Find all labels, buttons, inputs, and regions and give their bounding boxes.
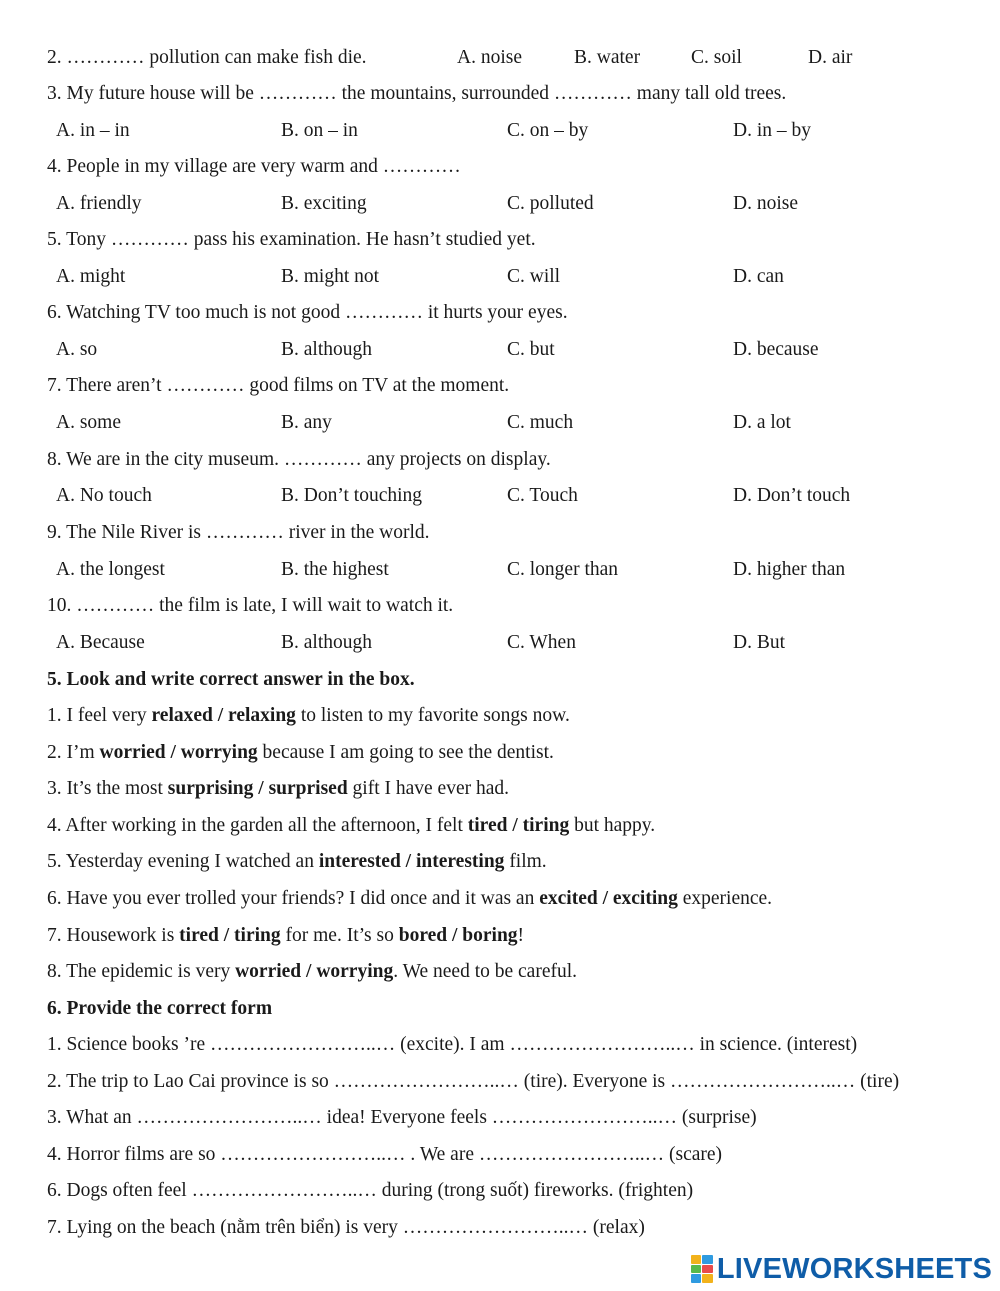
sec5-sentence-5 <box>47 848 547 876</box>
option-a: A. Because <box>56 632 145 653</box>
sentence-text: gift I have ever had. <box>347 778 510 799</box>
option-c: C. but <box>507 339 555 360</box>
question-stem: 6. Watching TV too much is not good ………… it hurts your eyes. <box>47 302 568 323</box>
question-stem: 5. Tony ………… pass his examination. He hasn’t studied yet. <box>47 229 536 250</box>
option-b: B. might not <box>281 266 380 287</box>
mc-question-7 <box>47 372 509 400</box>
option-c: C. much <box>507 412 574 433</box>
option-c: C. When <box>507 632 576 653</box>
option-d: D. air <box>808 47 853 68</box>
question-stem: 4. People in my village are very warm and ………… <box>47 156 461 177</box>
word-choice[interactable]: tired / tiring <box>179 925 281 946</box>
options-row-9 <box>56 556 976 584</box>
option-c: C. on – by <box>507 120 589 141</box>
sec5-sentence-1 <box>47 702 570 730</box>
options-row-7 <box>56 409 976 437</box>
option-a: A. friendly <box>56 193 142 214</box>
sentence-text: 7. Housework is <box>47 925 180 946</box>
sentence-text: for me. It’s so <box>280 925 399 946</box>
sentence-text: ! <box>517 925 525 946</box>
option-c: C. soil <box>691 47 742 68</box>
mc-question-10 <box>47 592 453 620</box>
options-row-4 <box>56 190 976 218</box>
option-d: D. in – by <box>733 120 811 141</box>
sentence-text: 2. I’m <box>47 742 100 763</box>
option-a: A. might <box>56 266 126 287</box>
question-stem: 2. ………… pollution can make fish die. <box>47 47 367 68</box>
word-choice[interactable]: worried / worrying <box>235 961 394 982</box>
sec6-line-4[interactable]: 4. Horror films are so ……………………..… . We are ……………………..… (scare) <box>47 1144 723 1165</box>
sec6-line-6[interactable]: 6. Dogs often feel ……………………..… during (trong suốt) fireworks. (frighten) <box>47 1180 694 1201</box>
sec5-sentence-8 <box>47 958 577 986</box>
option-c: C. Touch <box>507 485 578 506</box>
sentence-text: 4. After working in the garden all the afternoon, I felt <box>47 815 468 836</box>
option-c: C. longer than <box>507 559 619 580</box>
word-choice[interactable]: tired / tiring <box>467 815 570 836</box>
option-b: B. exciting <box>281 193 367 214</box>
options-row-5 <box>56 263 976 291</box>
section-5-heading: 5. Look and write correct answer in the box. <box>47 669 415 690</box>
option-b: B. water <box>574 47 641 68</box>
mc-question-4 <box>47 153 461 181</box>
word-choice[interactable]: relaxed / relaxing <box>151 705 296 726</box>
option-d: D. But <box>733 632 786 653</box>
option-d: D. can <box>733 266 784 287</box>
sentence-text: experience. <box>677 888 773 909</box>
section-6-heading: 6. Provide the correct form <box>47 998 273 1019</box>
option-d: D. higher than <box>733 559 846 580</box>
word-choice[interactable]: surprising / surprised <box>167 778 348 799</box>
sec5-sentence-2 <box>47 739 554 767</box>
question-stem: 10. ………… the film is late, I will wait to watch it. <box>47 595 454 616</box>
sentence-text: film. <box>504 851 547 872</box>
option-d: D. Don’t touch <box>733 485 851 506</box>
sec6-line-3[interactable]: 3. What an ……………………..… idea! Everyone feels ……………………..… (surprise) <box>47 1107 757 1128</box>
mc-question-8 <box>47 446 551 474</box>
mc-question-3 <box>47 80 786 108</box>
liveworksheets-logo[interactable] <box>691 1252 992 1286</box>
option-a: A. No touch <box>56 485 152 506</box>
sentence-text: 5. Yesterday evening I watched an <box>47 851 319 872</box>
sec5-sentence-3 <box>47 775 509 803</box>
sec6-line-7[interactable]: 7. Lying on the beach (nằm trên biển) is very ……………………..… (relax) <box>47 1217 645 1238</box>
option-b: B. any <box>281 412 332 433</box>
option-a: A. noise <box>457 47 522 68</box>
question-stem: 9. The Nile River is ………… river in the world. <box>47 522 430 543</box>
option-a: A. the longest <box>56 559 165 580</box>
option-b: B. although <box>281 339 372 360</box>
sentence-text: 3. It’s the most <box>47 778 168 799</box>
sentence-text: 8. The epidemic is very <box>47 961 236 982</box>
sentence-text: because I am going to see the dentist. <box>257 742 554 763</box>
option-d: D. a lot <box>733 412 791 433</box>
option-a: A. so <box>56 339 98 360</box>
sentence-text: but happy. <box>569 815 656 836</box>
option-c: C. polluted <box>507 193 594 214</box>
logo-blocks-icon <box>691 1255 713 1283</box>
sentence-text: . We need to be careful. <box>393 961 578 982</box>
option-a: A. some <box>56 412 121 433</box>
option-b: B. although <box>281 632 372 653</box>
word-choice[interactable]: excited / exciting <box>539 888 678 909</box>
mc-question-5 <box>47 226 536 254</box>
options-row-3 <box>56 117 976 145</box>
options-row-8 <box>56 482 976 510</box>
logo-text: LIVEWORKSHEETS <box>716 1252 992 1285</box>
option-a: A. in – in <box>56 120 130 141</box>
option-b: B. Don’t touching <box>281 485 423 506</box>
sec6-line-1[interactable]: 1. Science books ’re ……………………..… (excite). I am ……………………..… in science. (interest) <box>47 1034 858 1055</box>
sec5-sentence-4 <box>47 812 655 840</box>
option-c: C. will <box>507 266 561 287</box>
sec5-sentence-7 <box>47 922 524 950</box>
question-stem: 8. We are in the city museum. ………… any projects on display. <box>47 449 551 470</box>
options-row-10 <box>56 629 976 657</box>
mc-question-9 <box>47 519 430 547</box>
mc-question-2 <box>47 44 367 72</box>
sec5-sentence-6 <box>47 885 772 913</box>
options-row-6 <box>56 336 976 364</box>
sec6-line-2[interactable]: 2. The trip to Lao Cai province is so ……………………..… (tire). Everyone is ……………………..… (tire) <box>47 1071 900 1092</box>
word-choice[interactable]: worried / worrying <box>99 742 258 763</box>
option-d: D. noise <box>733 193 798 214</box>
word-choice[interactable]: bored / boring <box>398 925 518 946</box>
word-choice[interactable]: interested / interesting <box>318 851 505 872</box>
question-stem: 7. There aren’t ………… good films on TV at the moment. <box>47 375 510 396</box>
option-b: B. on – in <box>281 120 358 141</box>
sentence-text: 1. I feel very <box>47 705 152 726</box>
sentence-text: 6. Have you ever trolled your friends? I did once and it was an <box>47 888 540 909</box>
mc-question-6 <box>47 299 568 327</box>
option-b: B. the highest <box>281 559 389 580</box>
question-stem: 3. My future house will be ………… the mountains, surrounded ………… many tall old trees. <box>47 83 787 104</box>
sentence-text: to listen to my favorite songs now. <box>295 705 570 726</box>
option-d: D. because <box>733 339 819 360</box>
